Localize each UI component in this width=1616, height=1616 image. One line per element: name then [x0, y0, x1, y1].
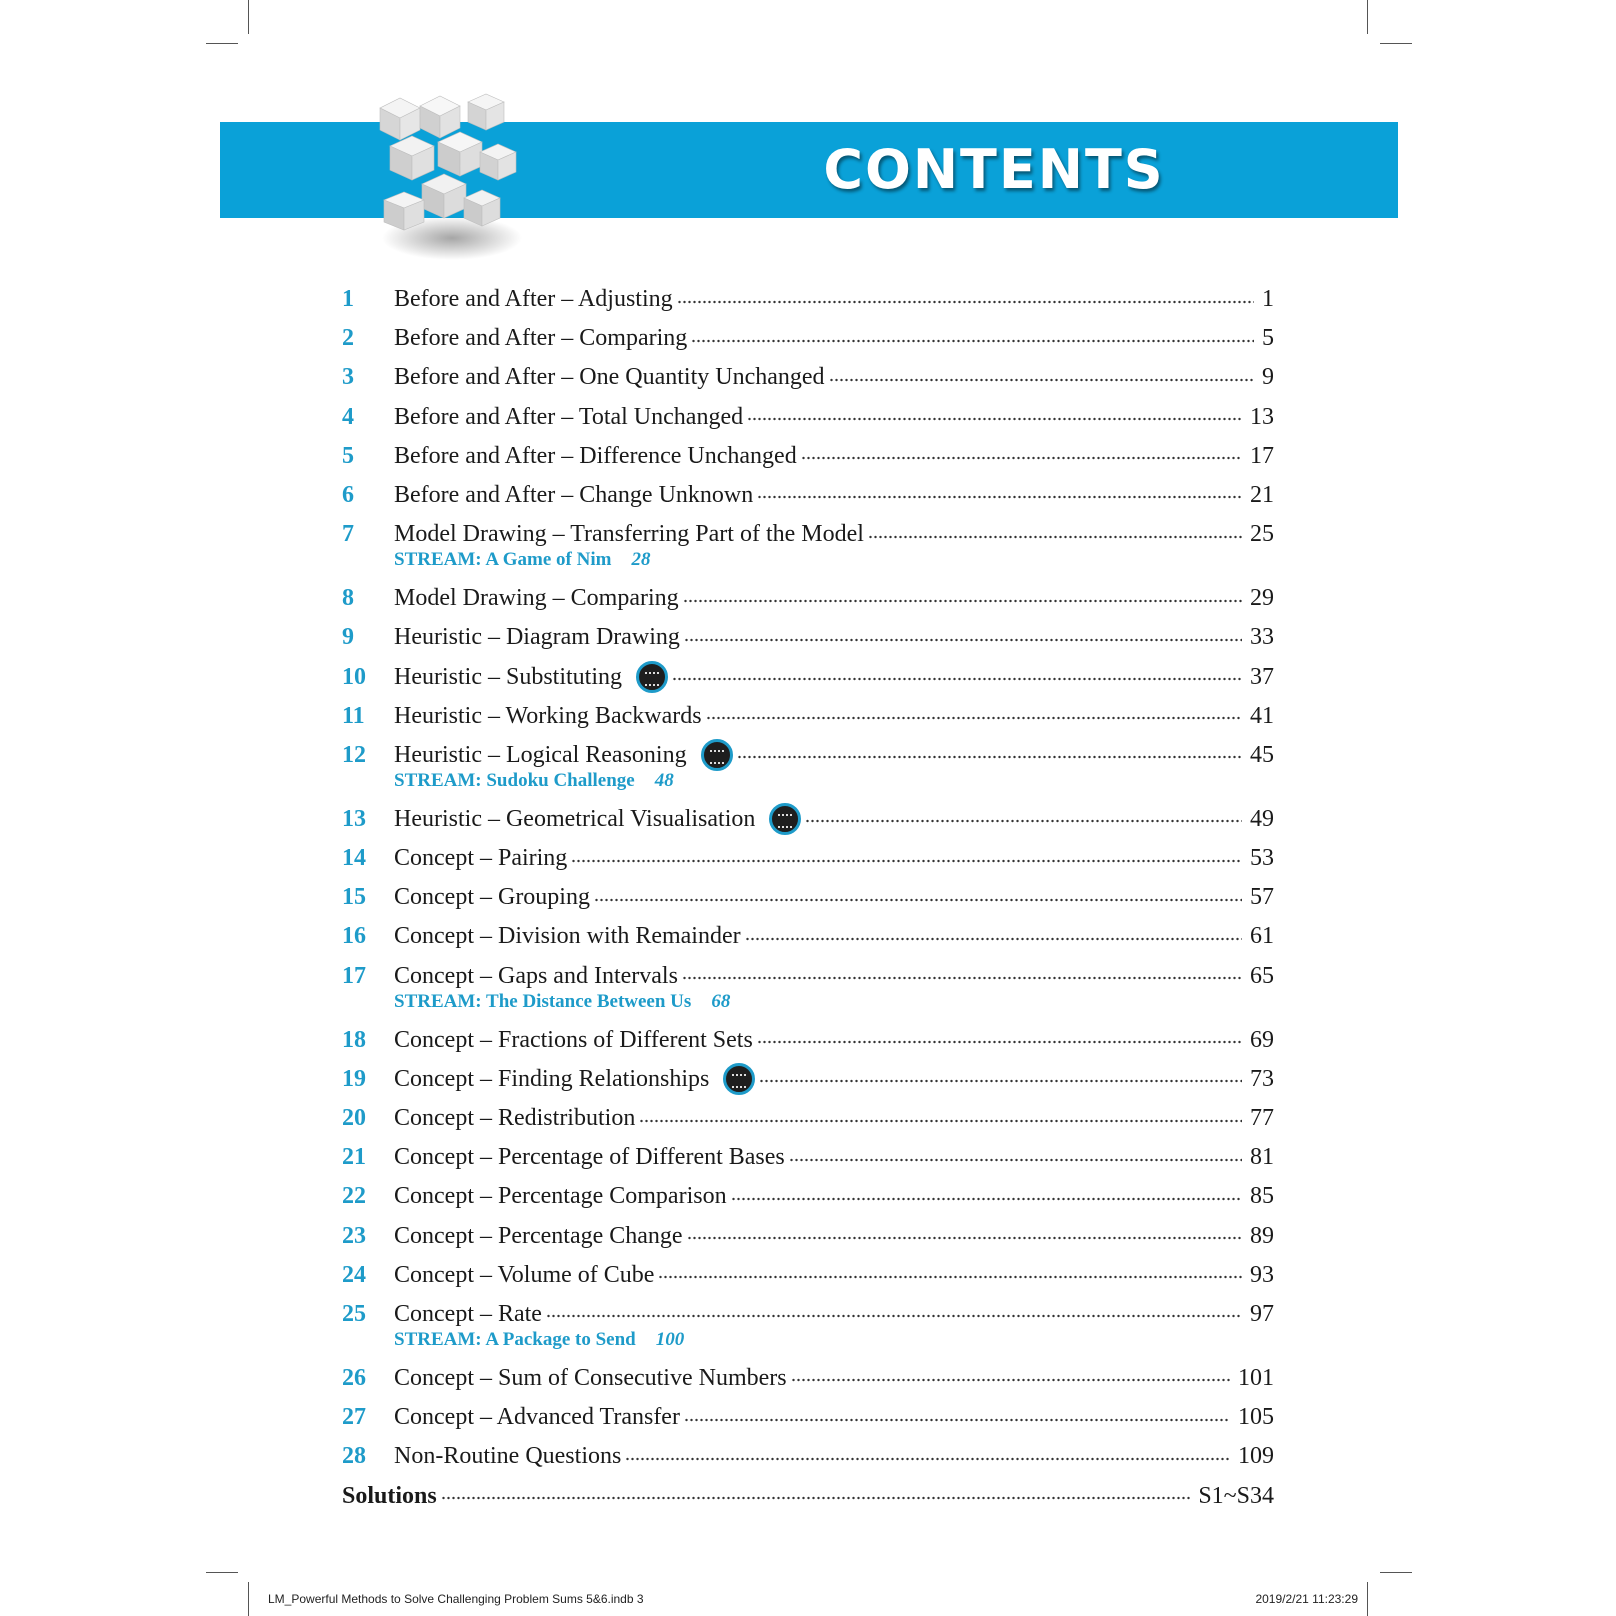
dot-leader [791, 1378, 1230, 1382]
chapter-number: 20 [342, 1105, 366, 1131]
page-number: 73 [1250, 1065, 1274, 1092]
stream-label: STREAM: The Distance Between Us [394, 990, 692, 1012]
footer-file-name: LM_Powerful Methods to Solve Challenging Problem Sums 5&6.indb 3 [268, 1592, 644, 1606]
chapter-title: Concept – Volume of Cube [394, 1261, 655, 1288]
dot-leader [677, 300, 1254, 304]
stream-page-number: 68 [711, 990, 731, 1012]
page-number: 29 [1250, 585, 1274, 612]
chapter-title: Concept – Gaps and Intervals [394, 962, 678, 989]
toc-entry[interactable] [342, 658, 1274, 697]
chapter-title: Before and After – Change Unknown [394, 481, 754, 508]
stream-label: STREAM: A Package to Send [394, 1328, 636, 1350]
toc-entry[interactable] [342, 398, 1274, 437]
dot-leader [625, 1457, 1230, 1461]
chapter-number: 4 [342, 403, 354, 430]
dot-leader [731, 1197, 1242, 1201]
stream-label: STREAM: Sudoku Challenge [394, 769, 635, 791]
dot-leader [639, 1119, 1242, 1123]
toc-entry[interactable] [342, 1256, 1274, 1295]
chapter-title: Before and After – Adjusting [394, 286, 673, 312]
chapter-number: 11 [342, 702, 365, 729]
solutions-page-range: S1~S34 [1198, 1482, 1274, 1509]
video-icon [636, 661, 668, 693]
page-number: 97 [1250, 1300, 1274, 1327]
toc-entry[interactable] [342, 957, 1274, 1021]
crop-mark [1380, 43, 1412, 44]
chapter-number: 26 [342, 1364, 366, 1391]
dot-leader [789, 1158, 1242, 1162]
toc-entry[interactable] [342, 1021, 1274, 1060]
page-number: 101 [1238, 1364, 1274, 1391]
toc-entry[interactable] [342, 1060, 1274, 1099]
toc-entry[interactable] [342, 579, 1274, 618]
toc-entry[interactable] [342, 1437, 1274, 1476]
chapter-title: Heuristic – Geometrical Visualisation [394, 805, 756, 832]
chapter-title: Concept – Division with Remainder [394, 923, 741, 950]
page-number: 5 [1262, 325, 1274, 352]
dot-leader [682, 976, 1242, 980]
toc-entry[interactable] [342, 1295, 1274, 1359]
chapter-title: Model Drawing – Transferring Part of the Model [394, 521, 864, 548]
toc-entry[interactable] [342, 437, 1274, 476]
chapter-title: Concept – Advanced Transfer [394, 1404, 680, 1431]
cube-cluster-icon [360, 88, 540, 268]
page-number: 17 [1250, 442, 1274, 469]
crop-mark [248, 1582, 249, 1616]
dot-leader [594, 898, 1242, 902]
chapter-title: Model Drawing – Comparing [394, 585, 679, 612]
dot-leader [441, 1496, 1191, 1500]
page-number: 57 [1250, 884, 1274, 911]
page-number: 69 [1250, 1026, 1274, 1053]
chapter-title: Concept – Sum of Consecutive Numbers [394, 1364, 787, 1391]
chapter-title: Heuristic – Logical Reasoning [394, 741, 687, 768]
chapter-number: 17 [342, 962, 366, 989]
crop-mark [1367, 1582, 1368, 1616]
chapter-number: 21 [342, 1144, 366, 1171]
toc-entry[interactable] [342, 697, 1274, 736]
stream-activity[interactable] [394, 549, 650, 571]
page-number: 45 [1250, 741, 1274, 768]
chapter-number: 9 [342, 624, 354, 651]
dot-leader [658, 1275, 1242, 1279]
page-number: 109 [1238, 1443, 1274, 1470]
stream-activity[interactable] [394, 1329, 684, 1351]
dot-leader [684, 638, 1242, 642]
toc-entry[interactable] [342, 800, 1274, 839]
page-number: 81 [1250, 1144, 1274, 1171]
chapter-number: 28 [342, 1443, 366, 1470]
chapter-title: Concept – Rate [394, 1300, 542, 1327]
dot-leader [757, 495, 1242, 499]
chapter-title: Concept – Percentage of Different Bases [394, 1144, 785, 1171]
crop-mark [1367, 0, 1368, 34]
chapter-number: 25 [342, 1300, 366, 1327]
chapter-number: 27 [342, 1404, 366, 1431]
footer-timestamp: 2019/2/21 11:23:29 [1255, 1592, 1358, 1606]
chapter-number: 2 [342, 325, 354, 352]
chapter-title: Heuristic – Working Backwards [394, 702, 702, 729]
page-number: 105 [1238, 1404, 1274, 1431]
dot-leader [546, 1314, 1242, 1318]
chapter-number: 10 [342, 663, 366, 690]
page-number: 49 [1250, 805, 1274, 832]
chapter-number: 15 [342, 884, 366, 911]
chapter-title: Concept – Percentage Comparison [394, 1183, 727, 1210]
dot-leader [868, 535, 1242, 539]
dot-leader [737, 755, 1242, 759]
dot-leader [684, 1418, 1230, 1422]
toc-entry[interactable] [342, 839, 1274, 878]
toc-entry[interactable] [342, 1138, 1274, 1177]
chapter-title: Concept – Finding Relationships [394, 1065, 710, 1092]
video-icon [723, 1063, 755, 1095]
dot-leader [672, 677, 1242, 681]
chapter-title: Heuristic – Substituting [394, 663, 622, 690]
page-number: 37 [1250, 663, 1274, 690]
toc-entry[interactable] [342, 1099, 1274, 1138]
solutions-title: Solutions [342, 1482, 437, 1509]
video-icon [769, 803, 801, 835]
stream-page-number: 48 [654, 769, 674, 791]
chapter-number: 5 [342, 442, 354, 469]
page-number: 33 [1250, 624, 1274, 651]
chapter-number: 1 [342, 286, 354, 312]
page-number: 61 [1250, 923, 1274, 950]
chapter-number: 18 [342, 1026, 366, 1053]
toc-entry[interactable] [342, 618, 1274, 657]
page-number: 41 [1250, 702, 1274, 729]
chapter-number: 6 [342, 481, 354, 508]
chapter-number: 13 [342, 805, 366, 832]
crop-mark [1380, 1572, 1412, 1573]
toc-entry[interactable] [342, 878, 1274, 917]
chapter-title: Before and After – Difference Unchanged [394, 442, 797, 469]
dot-leader [801, 456, 1242, 460]
toc-entry[interactable] [342, 1217, 1274, 1256]
page-number: 85 [1250, 1183, 1274, 1210]
chapter-number: 19 [342, 1065, 366, 1092]
chapter-number: 12 [342, 741, 366, 768]
crop-mark [248, 0, 249, 34]
chapter-title: Heuristic – Diagram Drawing [394, 624, 680, 651]
chapter-title: Non-Routine Questions [394, 1443, 622, 1470]
page-number: 53 [1250, 845, 1274, 872]
toc-entry[interactable] [342, 280, 1274, 319]
toc-entry[interactable] [342, 1398, 1274, 1437]
dot-leader [683, 599, 1242, 603]
chapter-number: 8 [342, 585, 354, 612]
chapter-number: 24 [342, 1261, 366, 1288]
dot-leader [747, 417, 1242, 421]
video-icon [701, 739, 733, 771]
dot-leader [571, 859, 1242, 863]
crop-mark [206, 43, 238, 44]
toc-entry[interactable] [342, 319, 1274, 358]
dot-leader [745, 937, 1242, 941]
toc-entry[interactable] [342, 1359, 1274, 1398]
dot-leader [691, 339, 1254, 343]
page-number: 13 [1250, 403, 1274, 430]
page-number: 25 [1250, 521, 1274, 548]
stream-page-number: 28 [631, 549, 651, 571]
page-number: 65 [1250, 962, 1274, 989]
toc-entry[interactable] [342, 476, 1274, 515]
stream-page-number: 100 [655, 1328, 685, 1350]
chapter-number: 3 [342, 364, 354, 391]
chapter-number: 22 [342, 1183, 366, 1210]
toc-entry[interactable] [342, 358, 1274, 397]
page-number: 89 [1250, 1222, 1274, 1249]
chapter-title: Before and After – Comparing [394, 325, 688, 352]
chapter-title: Concept – Grouping [394, 884, 590, 911]
chapter-number: 14 [342, 845, 366, 872]
page-title: CONTENTS [823, 138, 1165, 201]
chapter-title: Concept – Fractions of Different Sets [394, 1026, 753, 1053]
table-of-contents [342, 280, 1274, 1516]
toc-entry-solutions[interactable] [342, 1477, 1274, 1516]
dot-leader [759, 1079, 1242, 1083]
stream-label: STREAM: A Game of Nim [394, 549, 612, 571]
page-number: 93 [1250, 1261, 1274, 1288]
chapter-title: Concept – Pairing [394, 845, 568, 872]
chapter-title: Concept – Redistribution [394, 1105, 636, 1131]
toc-entry[interactable] [342, 515, 1274, 579]
dot-leader [757, 1040, 1242, 1044]
page-number: 21 [1250, 481, 1274, 508]
page-number: 77 [1250, 1105, 1274, 1131]
crop-mark [206, 1572, 238, 1573]
dot-leader [706, 716, 1242, 720]
chapter-title: Concept – Percentage Change [394, 1222, 683, 1249]
stream-activity[interactable] [394, 770, 674, 792]
chapter-number: 23 [342, 1222, 366, 1249]
dot-leader [829, 378, 1254, 382]
page-number: 9 [1262, 364, 1274, 391]
dot-leader [687, 1236, 1242, 1240]
chapter-number: 16 [342, 923, 366, 950]
dot-leader [805, 819, 1242, 823]
chapter-title: Before and After – One Quantity Unchanged [394, 364, 825, 391]
stream-activity[interactable] [394, 991, 730, 1013]
toc-entry[interactable] [342, 917, 1274, 956]
chapter-title: Before and After – Total Unchanged [394, 403, 744, 430]
chapter-number: 7 [342, 521, 354, 548]
page-number: 1 [1262, 286, 1274, 312]
toc-entry[interactable] [342, 1177, 1274, 1216]
toc-entry[interactable] [342, 736, 1274, 800]
